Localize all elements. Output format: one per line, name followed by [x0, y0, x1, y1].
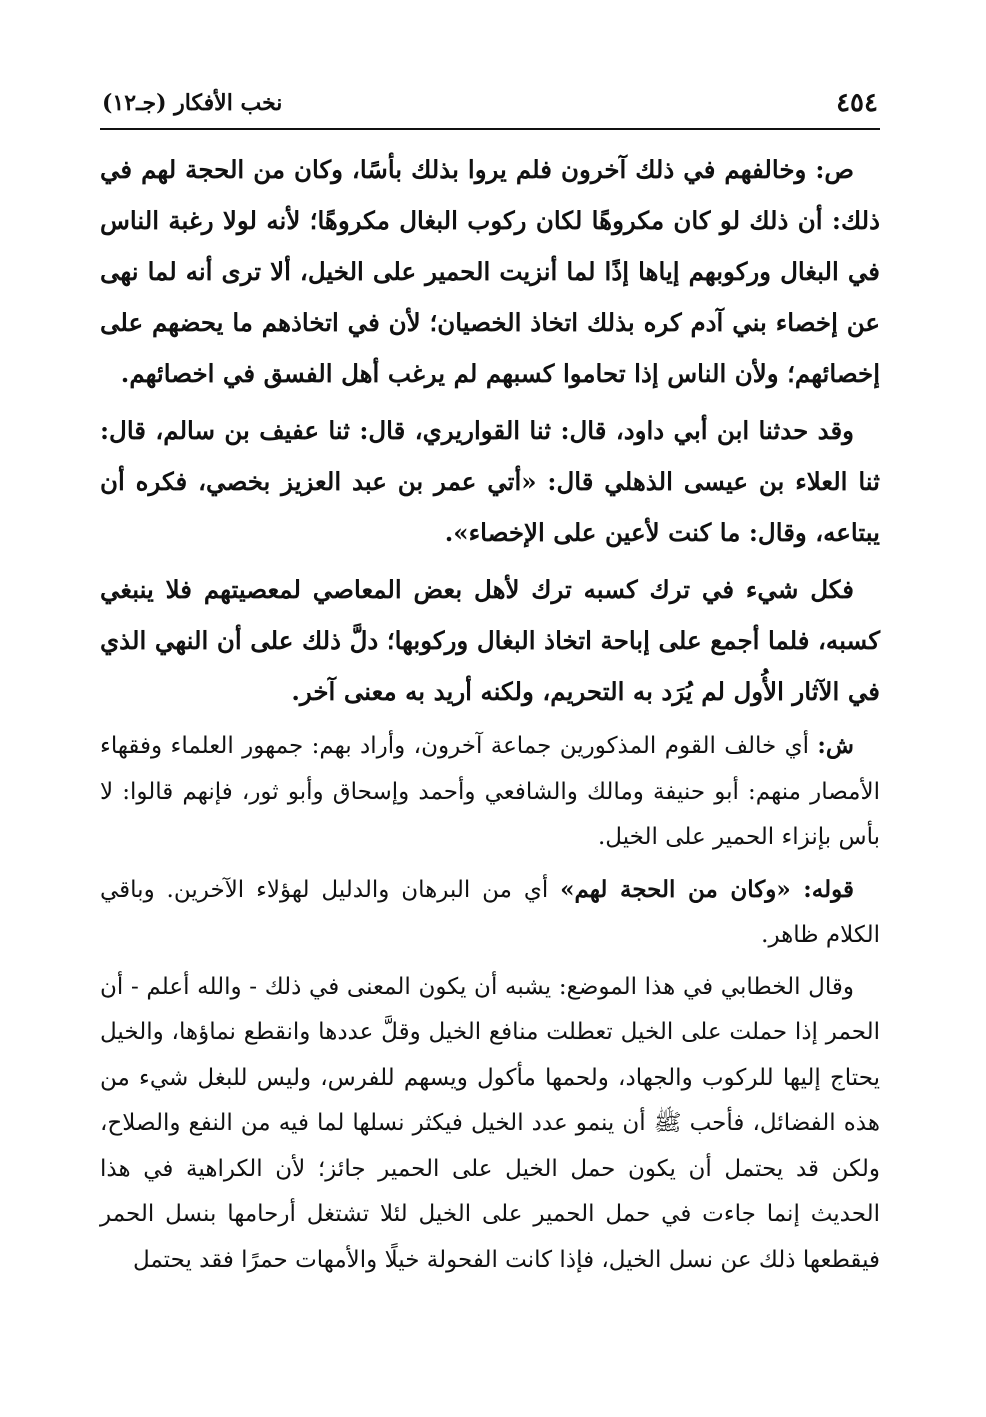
commentary-paragraph [100, 723, 880, 861]
paragraph-text: وقال الخطابي في هذا الموضع: يشبه أن يكون المعنى في ذلك - والله أعلم - أن الحمر إذا حملت على الخيل تعطلت منافع الخيل وقلَّ عددها وانقطع نماؤها، والخيل يحتاج إليها للركوب والجهاد، ولحمها مأكول ويسهم للفرس، وليس للبغل شيء من هذه الفضائل، فأحب ﷺ أن ينمو عدد الخيل فيكثر نسلها لما فيه من النفع والصلاح، ولكن قد يحتمل أن يكون حمل الخيل على الحمير جائز؛ لأن الكراهية في هذا الحديث إنما جاءت في حمل الحمير على الخيل لئلا تشتغل أرحامها بنسل الحمر فيقطعها ذلك عن نسل الخيل، فإذا كانت الفحولة خيلًا والأمهات حمرًا فقد يحتمل [100, 973, 880, 1273]
page-body [100, 144, 880, 1283]
text-paragraph [100, 405, 880, 558]
book-page [100, 82, 880, 1289]
page-header [100, 82, 880, 130]
paragraph-text: وخالفهم في ذلك آخرون فلم يروا بذلك بأسًا، وكان من الحجة لهم في ذلك: أن ذلك لو كان مكروهًا لكان ركوب البغال مكروهًا؛ لأنه لولا رغبة الناس في البغال وركوبهم إياها إذًا لما أنزيت الحمير على الخيل، ألا ترى أنه لما نهى عن إخصاء بني آدم كره بذلك اتخاذ الخصيان؛ لأن في اتخاذهم ما يحضهم على إخصائهم؛ ولأن الناس إذا تحاموا كسبهم لم يرغب أهل الفسق في اخصائهم. [100, 155, 880, 388]
paragraph-marker: قوله: «وكان من الحجة لهم» [560, 875, 855, 903]
paragraph-text: فكل شيء في ترك كسبه ترك لأهل بعض المعاصي لمعصيتهم فلا ينبغي كسبه، فلما أجمع على إباحة اتخاذ البغال وركوبها؛ دلَّ ذلك على أن النهي الذي في الآثار الأُول لم يُرَد به التحريم، ولكنه أريد به معنى آخر. [100, 575, 880, 706]
page-number: ٤٥٤ [836, 88, 878, 118]
paragraph-text: أي من البرهان والدليل لهؤلاء الآخرين. وباقي الكلام ظاهر. [100, 876, 880, 948]
commentary-paragraph [100, 965, 880, 1284]
paragraph-marker: ش: [817, 732, 854, 759]
paragraph-text: وقد حدثنا ابن أبي داود، قال: ثنا القواريري، قال: ثنا عفيف بن سالم، قال: ثنا العلاء بن عيسى الذهلي قال: «أتي عمر بن عبد العزيز بخصي، فكره أن يبتاعه، وقال: ما كنت لأعين على الإخصاء». [100, 416, 880, 547]
paragraph-text: أي خالف القوم المذكورين جماعة آخرون، وأراد بهم: جمهور العلماء وفقهاء الأمصار منهم: أبو حنيفة ومالك والشافعي وأحمد وإسحاق وأبو ثور، فإنهم قالوا: لا بأس بإنزاء الحمير على الخيل. [100, 733, 880, 850]
text-paragraph [100, 144, 880, 399]
text-paragraph [100, 564, 880, 717]
paragraph-marker: ص: [815, 155, 854, 184]
running-title: نخب الأفكار (جـ١٢) [102, 90, 283, 116]
commentary-paragraph [100, 867, 880, 959]
